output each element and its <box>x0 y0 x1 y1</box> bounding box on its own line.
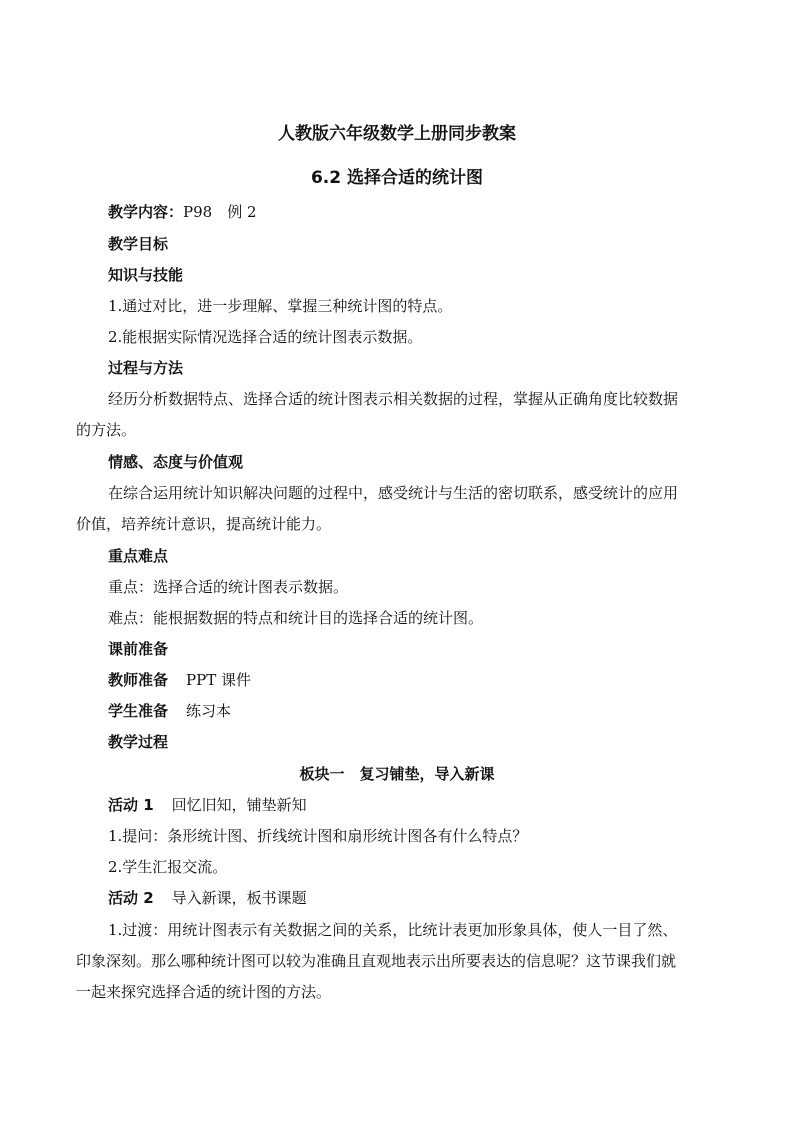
activity-2-title: 导入新课，板书课题 <box>171 889 307 907</box>
difficult-point: 难点：能根据数据的特点和统计目的选择合适的统计图。 <box>108 609 484 627</box>
activity-1-item-1: 1.提问：条形统计图、折线统计图和扇形统计图各有什么特点？ <box>108 827 528 845</box>
activity-2-label: 活动 2 <box>108 889 154 907</box>
activity-1-title: 回忆旧知，铺垫新知 <box>171 796 307 814</box>
knowledge-item-1: 1.通过对比，进一步理解、掌握三种统计图的特点。 <box>108 297 453 315</box>
emotion-heading: 情感、态度与价值观 <box>108 453 244 471</box>
objectives-heading: 教学目标 <box>108 235 169 253</box>
preparation-heading: 课前准备 <box>108 640 169 658</box>
process-paragraph-line-2: 的方法。 <box>76 421 137 439</box>
key-point: 重点：选择合适的统计图表示数据。 <box>108 578 349 596</box>
knowledge-item-2: 2.能根据实际情况选择合适的统计图表示数据。 <box>108 328 423 346</box>
activity-2-paragraph-line-2: 印象深刻。那么哪种统计图可以较为准确且直观地表示出所要表达的信息呢？这节课我们就 <box>76 952 677 970</box>
teaching-content-value: P98 例 2 <box>183 203 257 221</box>
activity-1-heading <box>108 795 718 815</box>
student-preparation-label: 学生准备 <box>108 702 169 720</box>
emotion-paragraph-line-2: 价值，培养统计意识，提高统计能力。 <box>76 515 332 533</box>
student-preparation-value: 练习本 <box>186 702 232 720</box>
student-preparation <box>108 701 718 721</box>
knowledge-heading: 知识与技能 <box>108 266 184 284</box>
teaching-process-heading: 教学过程 <box>108 733 169 751</box>
document-subtitle: 6.2 选择合适的统计图 <box>310 168 484 188</box>
activity-2-paragraph-line-3: 一起来探究选择合适的统计图的方法。 <box>76 983 332 1001</box>
teaching-content-label: 教学内容： <box>108 203 184 221</box>
teacher-preparation-label: 教师准备 <box>108 671 169 689</box>
teacher-preparation <box>108 670 718 690</box>
block-one-heading: 板块一 复习铺垫，导入新课 <box>299 765 495 783</box>
document-title: 人教版六年级数学上册同步教案 <box>278 124 516 144</box>
activity-1-item-2: 2.学生汇报交流。 <box>108 858 228 876</box>
key-points-heading: 重点难点 <box>108 547 169 565</box>
activity-2-heading <box>108 888 718 908</box>
teaching-content <box>108 202 718 222</box>
emotion-paragraph-line-1: 在综合运用统计知识解决问题的过程中，感受统计与生活的密切联系，感受统计的应用 <box>108 484 679 502</box>
process-paragraph-line-1: 经历分析数据特点、选择合适的统计图表示相关数据的过程，掌握从正确角度比较数据 <box>108 390 679 408</box>
teacher-preparation-value: PPT 课件 <box>186 671 251 689</box>
process-heading: 过程与方法 <box>108 359 184 377</box>
activity-1-label: 活动 1 <box>108 796 154 814</box>
activity-2-paragraph-line-1: 1.过渡：用统计图表示有关数据之间的关系，比统计表更加形象具体，使人一目了然、 <box>108 921 678 939</box>
